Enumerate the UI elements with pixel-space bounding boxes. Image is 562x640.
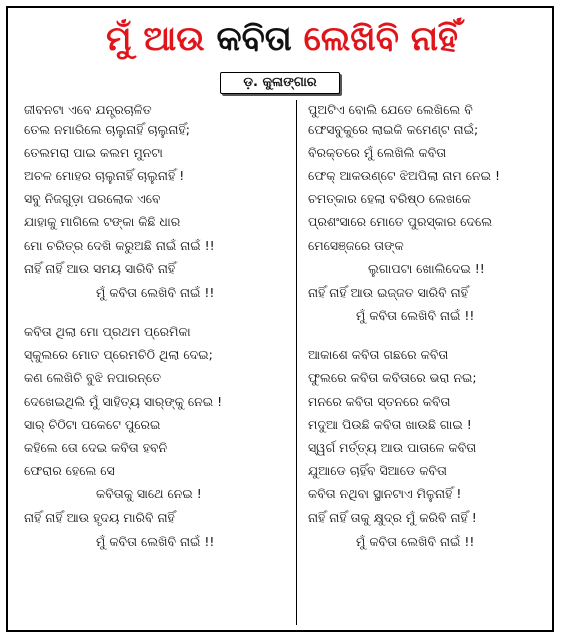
right-line: ଲୁଗାପଟା ଖୋଲିଦେଇ !! (368, 261, 485, 276)
left-line: କବିତାକୁ ସାଥେ ନେଇ ! (96, 486, 202, 501)
left-line: ଅଚଳ ମୋହର ଚାଲୁନାହିଁ ଚାଲୁନାହିଁ ! (24, 168, 185, 183)
left-line: ଯାହାକୁ ମାଗିଲେ ଟଙ୍କା କିଛି ଧାର (24, 214, 181, 229)
title-part-1: ମୁଁ ଆଉ (106, 19, 205, 59)
left-line: କବିତା ଥିଲା ମୋ ପ୍ରଥମ ପ୍ରେମିକା (24, 324, 191, 339)
right-line: ସ୍ୱର୍ଗ ମର୍ତ୍ତ୍ୟ ଆଉ ପାତାଳେ କବିତା (308, 440, 477, 455)
poem-title (8, 18, 556, 60)
left-line: ନାହିଁ ନାହିଁ ଆଉ ସମୟ ସାରିବି ନାହିଁ (24, 261, 176, 276)
poem-frame (6, 6, 554, 632)
right-line: ମେସେଞ୍ଜରେ ତାଙ୍କ (308, 238, 404, 253)
left-line: କହିଲେ ତୋ ଦେଇ କବିତା ହବନି (24, 440, 168, 455)
right-line: ବିରକ୍ତରେ ମୁଁ ଲେଖିଲି କବିତା (308, 145, 447, 160)
left-line: ଜୀବନଟା ଏବେ ଯନ୍ତ୍ରଚାଳିତ (24, 102, 152, 117)
right-line: ପ୍ରଶଂସାରେ ମୋତେ ପୁରସ୍କାର ଦେଲେ (308, 214, 493, 229)
left-line: ମୁଁ କବିତା ଲେଖିବି ନାଇଁ !! (96, 534, 215, 549)
right-line: ପୁଅଟିଏ ବୋଲି ଯେତେ ଲେଖିଲେ ବି (308, 102, 473, 117)
left-line: ତେଲମରା ପାଇ କଲମ ମୁନଟା (24, 145, 163, 160)
left-line: ଫେରାର ହେଲେ ସେ (24, 463, 115, 478)
right-line: ଆକାଶେ କବିତା ଗଛରେ କବିତା (308, 347, 449, 362)
left-line: ଦେଖେଇଥିଲି ମୁଁ ସାହିତ୍ୟ ସାର୍‌ଙ୍କୁ ନେଇ ! (24, 394, 223, 409)
right-line: ଫେକ୍ ଆକଉଣ୍ଟେ ଝିଅପିଲା ନାମ ନେଇ ! (308, 168, 500, 183)
left-line: ସ୍କୁଲରେ ମୋତ ପ୍ରେମଚିଠି ଥିଲା ଦେଇ; (24, 347, 213, 362)
right-line: ଯୁଆଡେ ଚାହିଁବ ସିଆଡେ କବିତା (308, 463, 447, 478)
left-line: ନାହିଁ ନାହିଁ ଆଉ ହୃଦୟ ମାରିବି ନାହିଁ (24, 510, 175, 525)
right-line: କବିତା ନଥିବା ସ୍ଥାନଟାଏ ମିଳୁନାହିଁ ! (308, 486, 462, 501)
right-line: ମଦୁଆ ପିଉଛି କବିତା ଖାଉଛି ଗାଇ ! (308, 417, 472, 432)
left-line: ସାର୍ ଚିଠିଟା ପକେଟେ ପୁରେଇ (24, 417, 161, 432)
left-line: ତେଲ ନମାରିଲେ ଚାଲୁନାହିଁ ଚାଲୁନାହିଁ; (24, 122, 190, 137)
column-divider (296, 100, 297, 625)
right-line: ନାହିଁ ନାହିଁ ତାକୁ କ୍ଷୁଦ୍ର ମୁଁ କରିବି ନାହିଁ ! (308, 510, 477, 525)
right-line: ମୁଁ କବିତା ଲେଖିବି ନାଇଁ !! (356, 534, 475, 549)
right-line: ମନରେ କବିତା ସ୍ତନରେ କବିତା (308, 394, 451, 409)
right-line: ମୁଁ କବିତା ଲେଖିବି ନାଇଁ !! (356, 308, 475, 323)
right-line: ଫୁଲରେ କବିତା କବିତାରେ ଭରା ନଇ; (308, 370, 477, 385)
right-line: ଫେସବୁକୁରେ ଲାଇକି କମେଣ୍ଟ ନାଇଁ; (308, 122, 479, 137)
author-box: ଡ଼. କୁଳାଙ୍ଗାର (220, 72, 340, 94)
left-line: ମୁଁ କବିତା ଲେଖିବି ନାଇଁ !! (96, 285, 215, 300)
left-line: କଣ ଲେଖିଚି ବୁଝି ନପାରନ୍ତେ (24, 370, 162, 385)
title-part-3: ଲେଖିବି ନାହିଁ (303, 19, 458, 59)
right-line: ଚମତ୍କାର ହେଲା ବରିଷ୍ଠ ଲେଖକେ (308, 191, 471, 206)
right-line: ନାହିଁ ନାହିଁ ଆଉ ଇଜ୍ଜତ ସାରିବି ନାହିଁ (308, 285, 468, 300)
left-line: ମୋ ଚରିତ୍ର ଦେଖି କରୁଅଛି ନାଇଁ ନାଇଁ !! (24, 238, 215, 253)
left-line: ସବୁ ନିଜଗୁଡ଼ା ପରଲୋକ ଏବେ (24, 191, 161, 206)
title-part-2: କବିତା (216, 19, 292, 59)
